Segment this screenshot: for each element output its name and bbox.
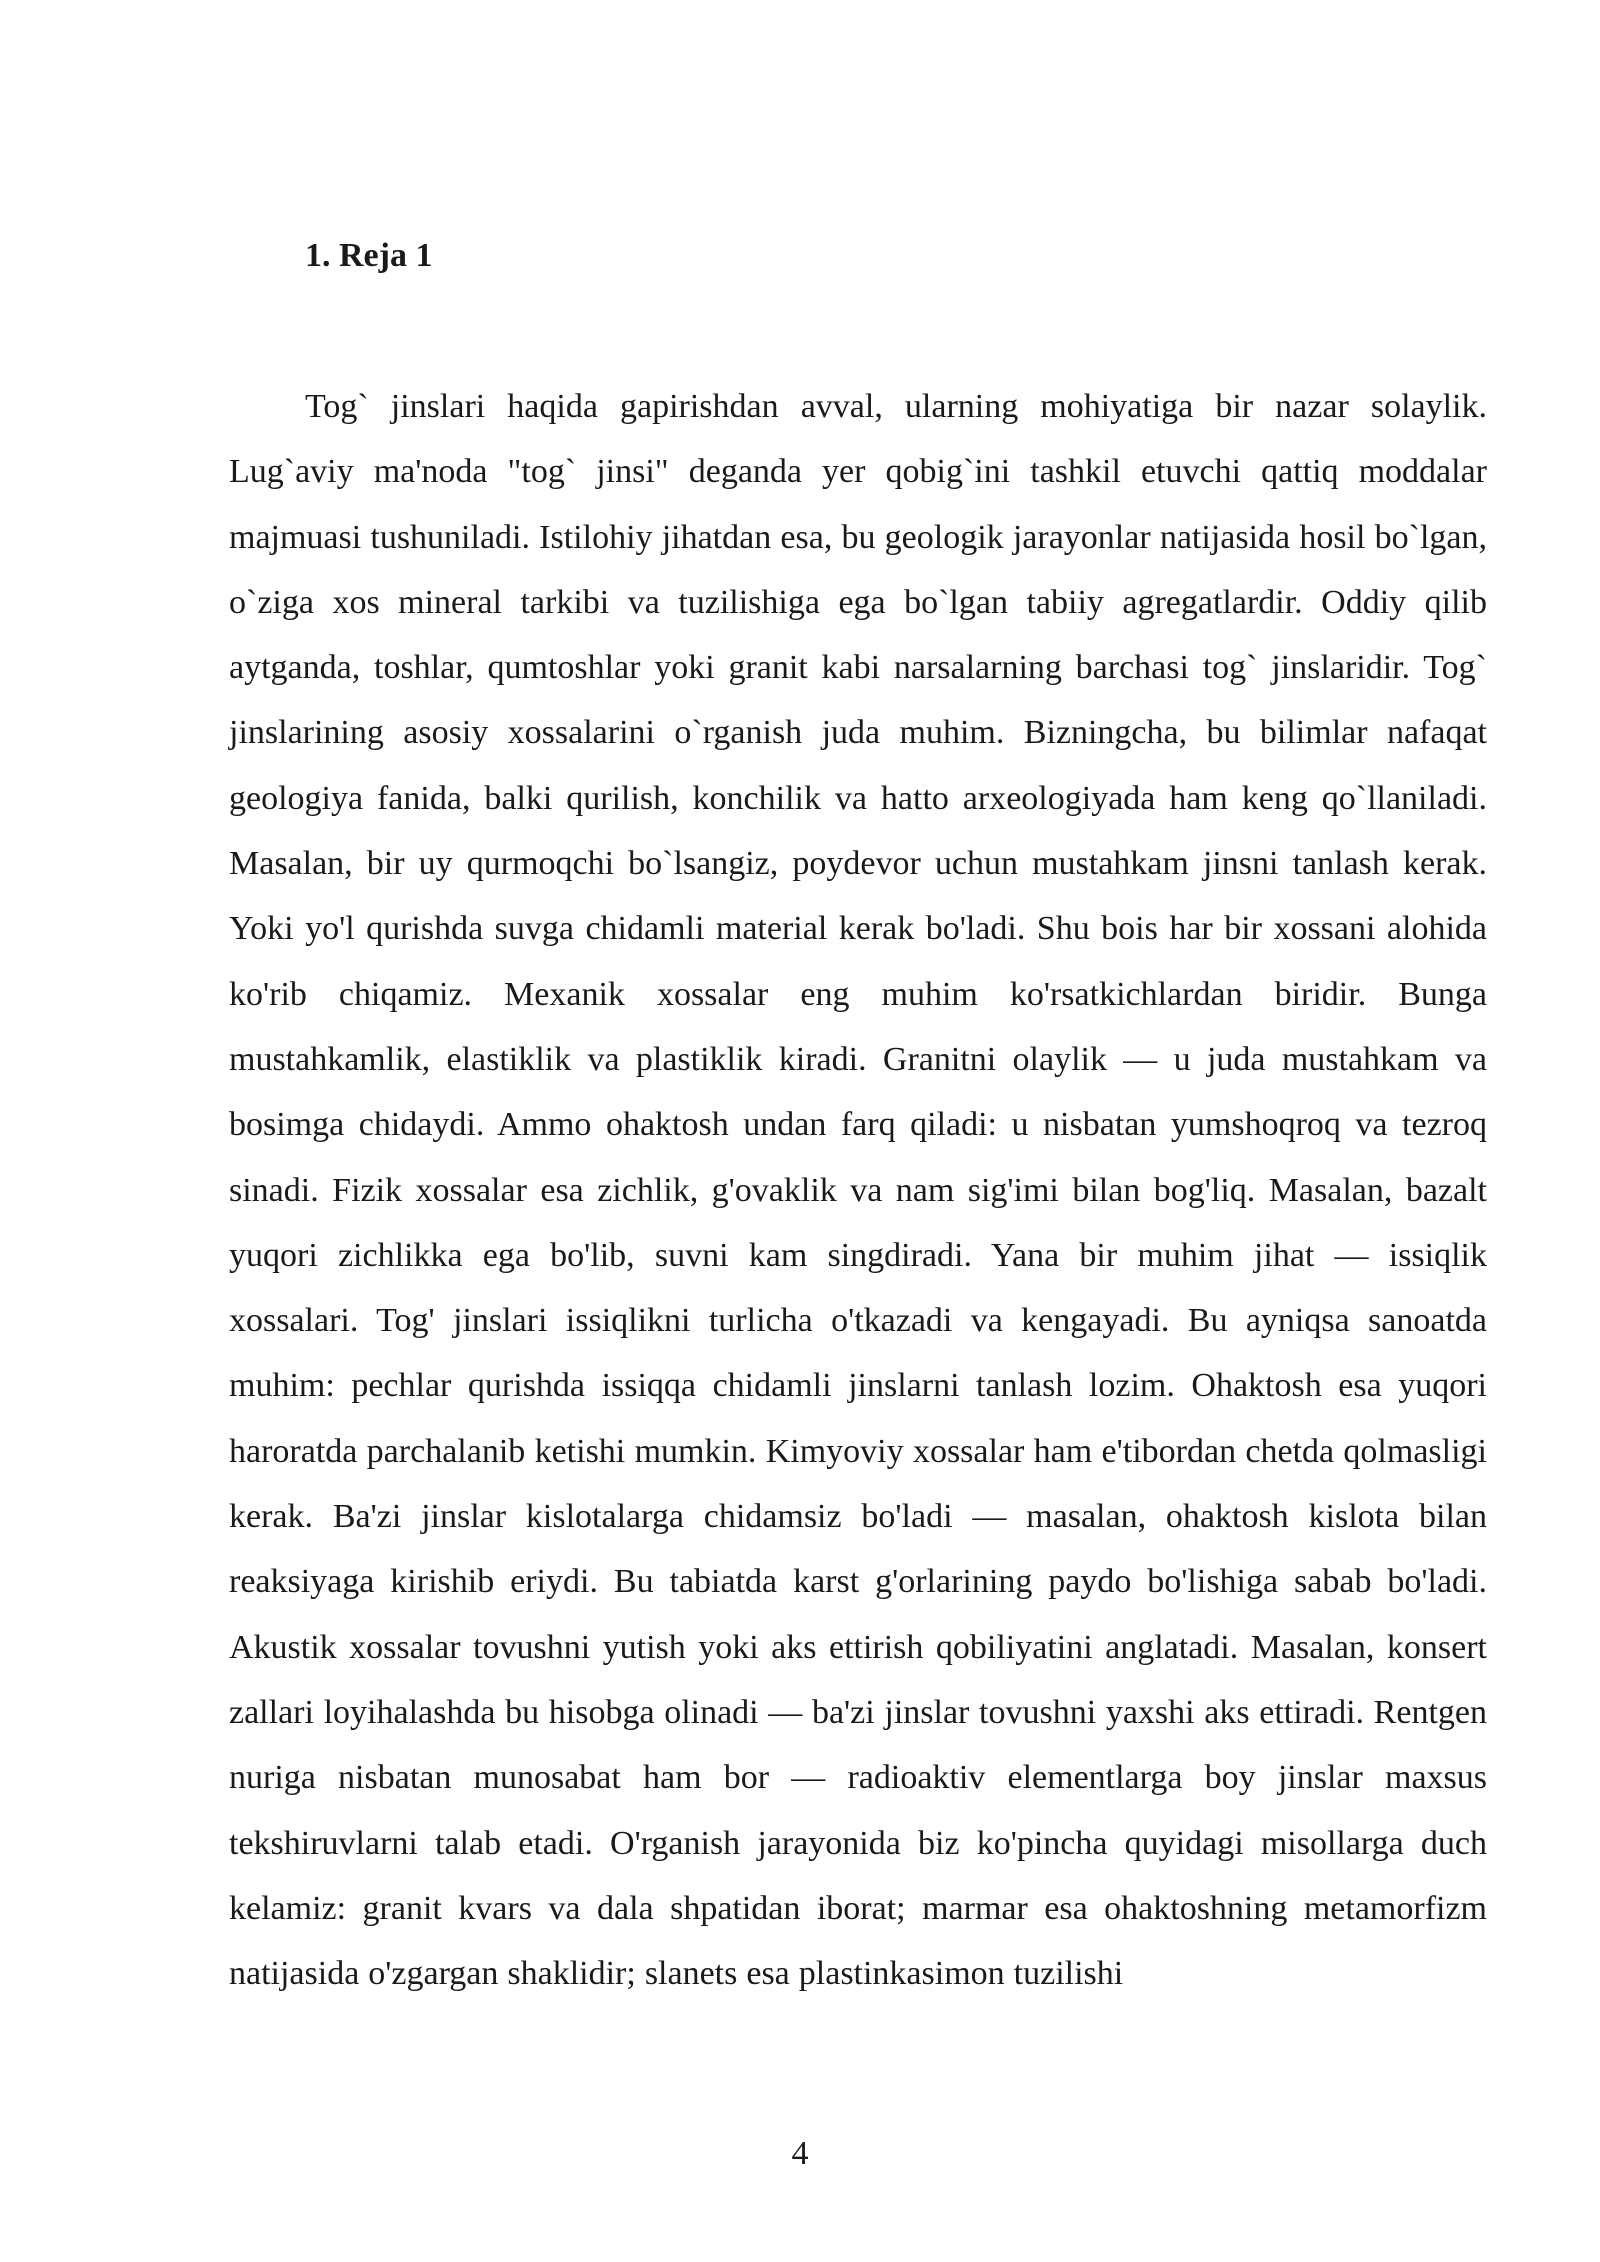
page-number: 4 (791, 2135, 809, 2172)
body-paragraph: Tog` jinslari haqida gapirishdan avval, ularning mohiyatiga bir nazar solaylik. Lug`aviy ma'noda "tog` jinsi" deganda yer qobig`ini tashkil etuvchi qattiq moddalar majmuasi tushuniladi. Istilohiy jihatdan esa, bu geologik jarayonlar natijasida hosil bo`lgan, o`ziga xos mineral tarkibi va tuzilishiga ega bo`lgan tabiiy agregatlardir. Oddiy qilib aytganda, toshlar, qumtoshlar yoki granit kabi narsalarning barchasi tog` jinslaridir. Tog` jinslarining asosiy xossalarini o`rganish juda muhim. Bizningcha, bu bilimlar nafaqat geologiya fanida, balki qurilish, konchilik va hatto arxeologiyada ham keng qo`llaniladi. Masalan, bir uy qurmoqchi bo`lsangiz, poydevor uchun mustahkam jinsni tanlash kerak. Yoki yo'l qurishda suvga chidamli material kerak bo'ladi. Shu bois har bir xossani alohida ko'rib chiqamiz. Mexanik xossalar eng muhim ko'rsatkichlardan biridir. Bunga mustahkamlik, elastiklik va plastiklik kiradi. Granitni olaylik — u juda mustahkam va bosimga chidaydi. Ammo ohaktosh undan farq qiladi: u nisbatan yumshoqroq va tezroq sinadi. Fizik xossalar esa zichlik, g'ovaklik va nam sig'imi bilan bog'liq. Masalan, bazalt yuqori zichlikka ega bo'lib, suvni kam singdiradi. Yana bir muhim jihat — issiqlik xossalari. Tog' jinslari issiqlikni turlicha o'tkazadi va kengayadi. Bu ayniqsa sanoatda muhim: pechlar qurishda issiqqa chidamli jinslarni tanlash lozim. Ohaktosh esa yuqori haroratda parchalanib ketishi mumkin. Kimyoviy xossalar ham e'tibordan chetda qolmasligi kerak. Ba'zi jinslar kislotalarga chidamsiz bo'ladi — masalan, ohaktosh kislota bilan reaksiyaga kirishib eriydi. Bu tabiatda karst g'orlarining paydo bo'lishiga sabab bo'ladi. Akustik xossalar tovushni yutish yoki aks ettirish qobiliyatini anglatadi. Masalan, konsert zallari loyihalashda bu hisobga olinadi — ba'zi jinslar tovushni yaxshi aks ettiradi. Rentgen nuriga nisbatan munosabat ham bor — radioaktiv elementlarga boy jinslar maxsus tekshiruvlarni talab etadi. O'rganish jarayonida biz ko'pincha quyidagi misollarga duch kelamiz: granit kvars va dala shpatidan iborat; marmar esa ohaktoshning metamorfizm natijasida o'zgargan shaklidir; slanets esa plastinkasimon tuzilishi (229, 388, 1487, 1993)
section-heading: 1. Reja 1 (305, 237, 433, 274)
